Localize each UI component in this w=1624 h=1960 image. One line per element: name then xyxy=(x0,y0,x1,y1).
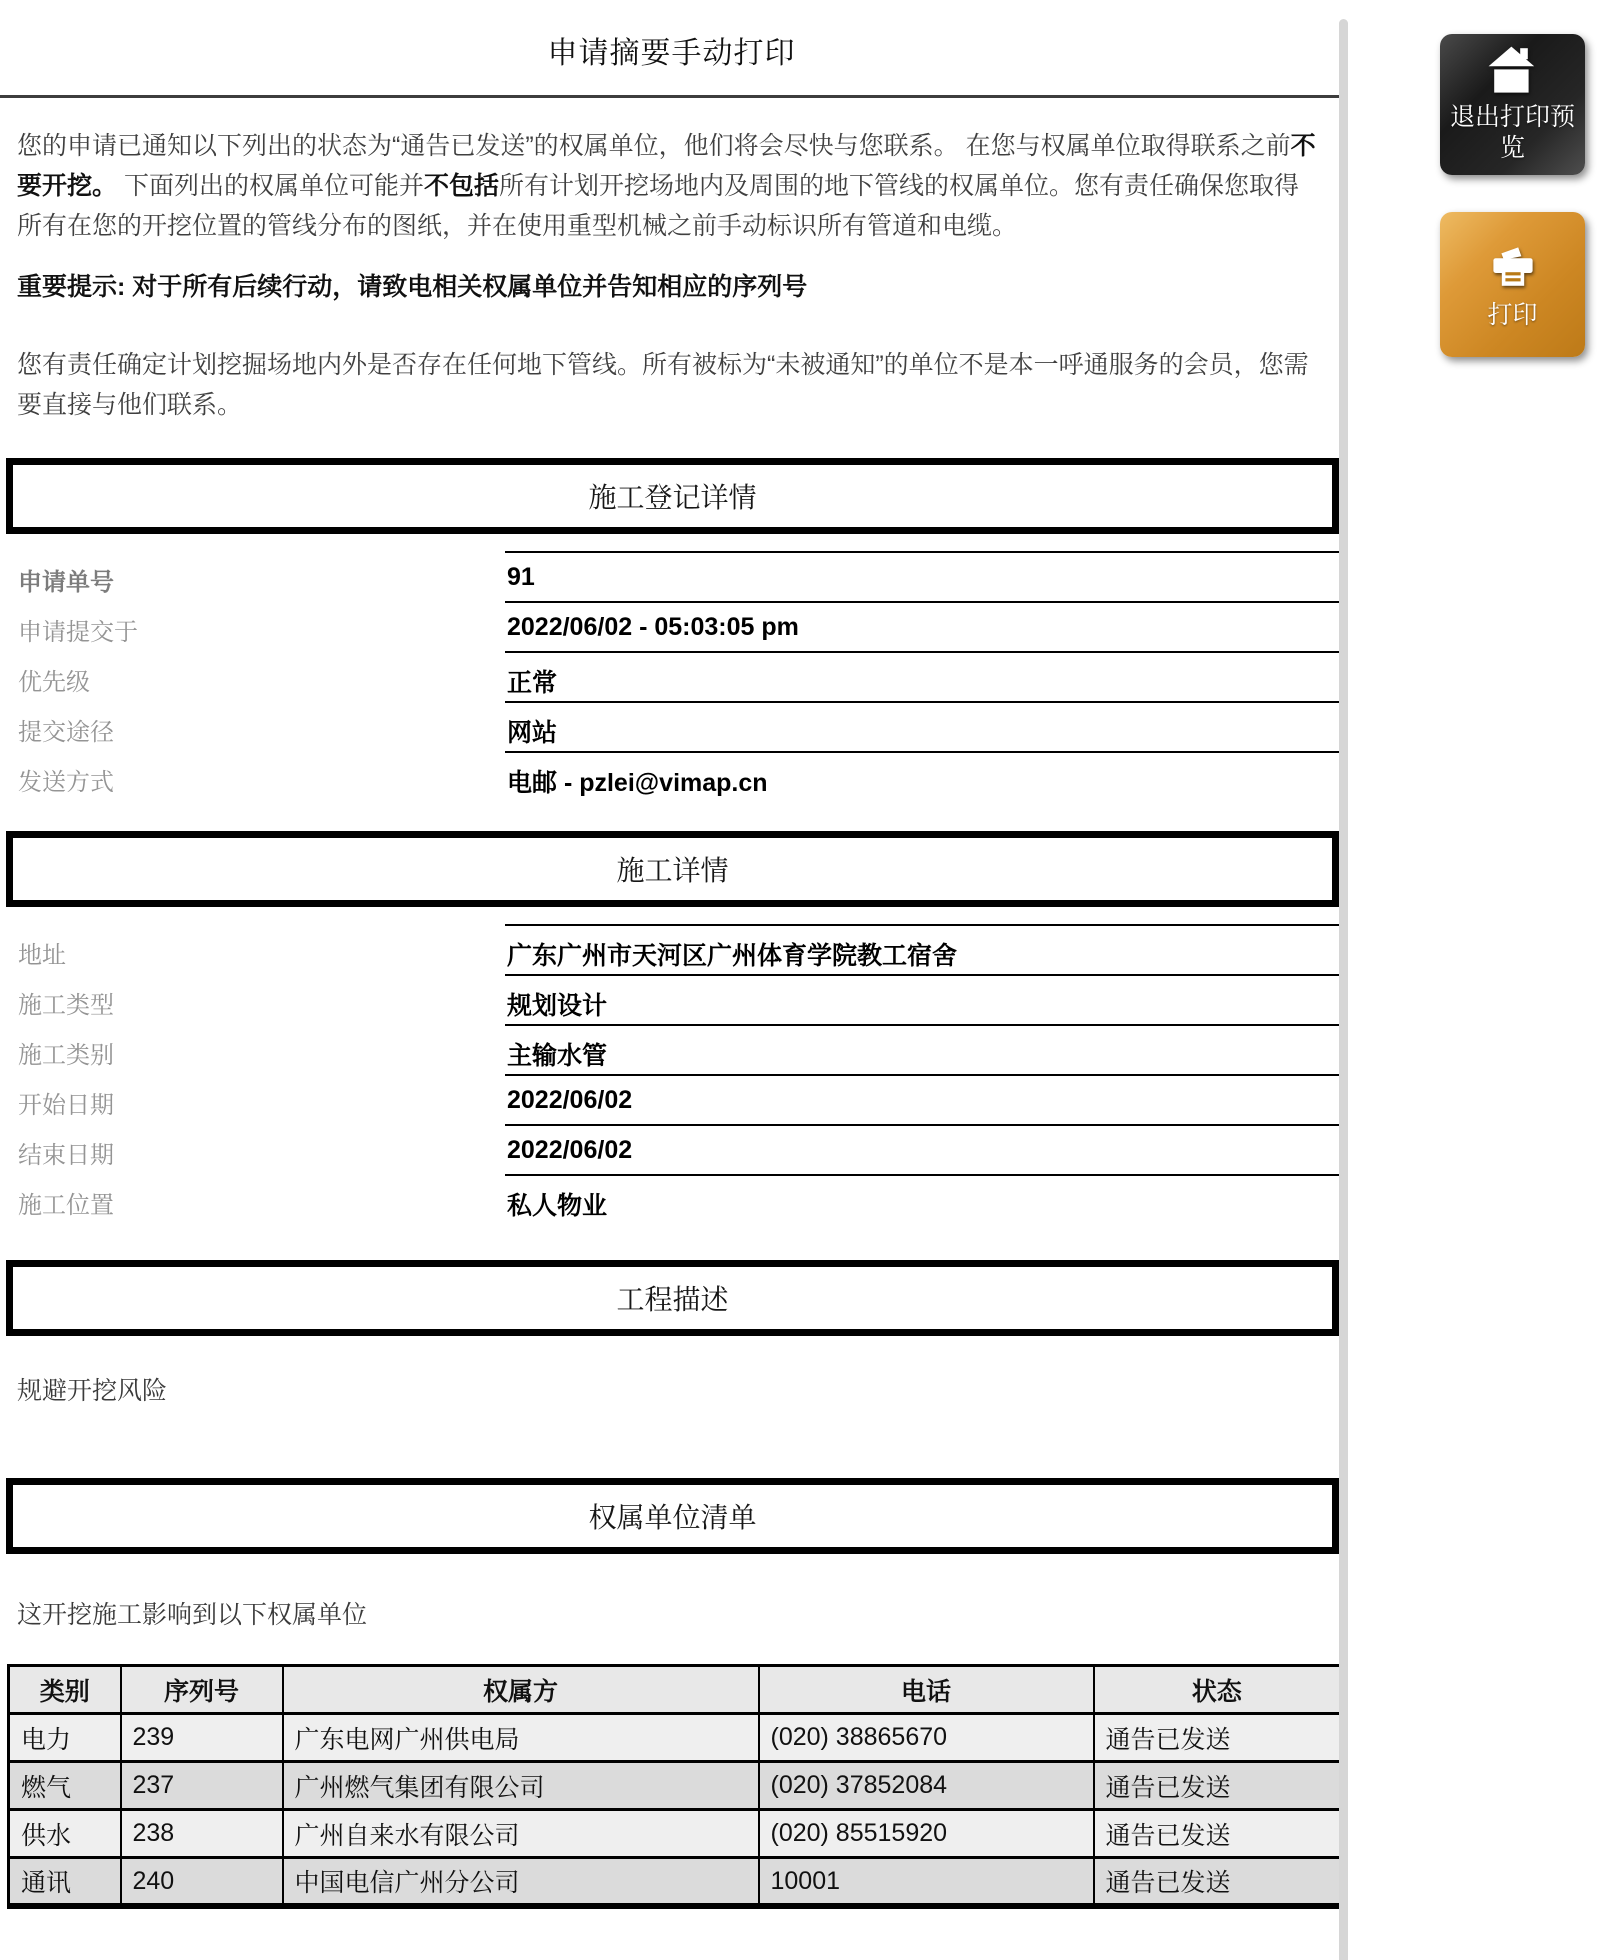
cell-serial: 239 xyxy=(121,1714,283,1762)
owners-table-header-row xyxy=(9,1666,1341,1714)
field-label: 施工类别 xyxy=(18,1042,114,1069)
field-row-submit-channel xyxy=(0,701,1339,751)
table-row-gas xyxy=(9,1762,1341,1810)
scrollbar[interactable] xyxy=(1339,19,1348,1960)
field-value: 规划设计 xyxy=(505,974,1339,1024)
intro-paragraph-4: 您有责任确定计划挖掘场地内外是否存在任何地下管线。所有被标为“未被通知”的单位不是本一呼通服务的会员，您需要直接与他们联系。 xyxy=(17,351,1309,419)
field-label: 申请提交于 xyxy=(18,619,138,646)
field-row-end-date xyxy=(0,1124,1339,1174)
intro-block xyxy=(17,126,1323,425)
field-row-start-date xyxy=(0,1074,1339,1124)
cell-serial: 238 xyxy=(121,1810,283,1858)
cell-serial: 240 xyxy=(121,1858,283,1907)
field-value: 2022/06/02 xyxy=(505,1124,1339,1174)
table-row-telecom xyxy=(9,1858,1341,1907)
status-badge: 通告已发送 xyxy=(1094,1714,1341,1762)
cell-phone: 10001 xyxy=(759,1858,1094,1907)
column-header-serial: 序列号 xyxy=(121,1666,283,1714)
field-value: 91 xyxy=(505,551,1339,601)
field-label: 提交途径 xyxy=(18,719,114,746)
cell-category: 供水 xyxy=(9,1810,121,1858)
exit-print-preview-button[interactable] xyxy=(1440,34,1585,175)
field-value: 2022/06/02 xyxy=(505,1074,1339,1124)
owners-note-text: 这开挖施工影响到以下权属单位 xyxy=(17,1601,368,1629)
section-header-owners: 权属单位清单 xyxy=(6,1478,1339,1554)
cell-category: 燃气 xyxy=(9,1762,121,1810)
cell-category: 电力 xyxy=(9,1714,121,1762)
section-header-construction: 施工详情 xyxy=(6,831,1339,907)
status-badge: 通告已发送 xyxy=(1094,1762,1341,1810)
field-row-priority xyxy=(0,651,1339,701)
field-label: 结束日期 xyxy=(18,1142,114,1169)
intro-p2-post: 所有计划开挖场地内及周围的地下管线的权属单位。您有责任确保您取得所有在您的开挖位置的管线分布的图纸，并在使用重型机械之前手动标识所有管道和电缆。 xyxy=(17,172,1300,240)
field-label: 优先级 xyxy=(18,669,90,696)
intro-p2-bold: 不包括 xyxy=(423,172,499,200)
column-header-phone: 电话 xyxy=(759,1666,1094,1714)
field-label: 地址 xyxy=(18,942,66,969)
cell-phone: (020) 37852084 xyxy=(759,1762,1094,1810)
intro-p2-pre: 下面列出的权属单位可能并 xyxy=(123,172,424,200)
field-row-construction-type xyxy=(0,974,1339,1024)
construction-fields xyxy=(0,924,1339,1224)
print-button-label: 打印 xyxy=(1487,300,1538,329)
field-label: 发送方式 xyxy=(18,769,114,796)
intro-p1-bold: 不要开挖。 xyxy=(17,132,1316,200)
section-header-registration: 施工登记详情 xyxy=(6,458,1339,534)
page-title: 申请摘要手动打印 xyxy=(547,37,796,70)
status-badge: 通告已发送 xyxy=(1094,1858,1341,1907)
field-value: 私人物业 xyxy=(505,1174,1339,1224)
cell-owner: 广州自来水有限公司 xyxy=(283,1810,759,1858)
cell-category: 通讯 xyxy=(9,1858,121,1907)
project-description-text: 规避开挖风险 xyxy=(17,1377,168,1405)
field-row-send-method xyxy=(0,751,1339,801)
field-row-construction-location xyxy=(0,1174,1339,1224)
home-icon xyxy=(1485,45,1541,97)
field-label: 申请单号 xyxy=(18,569,114,596)
intro-paragraph-2 xyxy=(17,172,1299,240)
field-value: 主输水管 xyxy=(505,1024,1339,1074)
print-button[interactable] xyxy=(1440,212,1585,357)
field-row-address xyxy=(0,924,1339,974)
table-row-water xyxy=(9,1810,1341,1858)
field-label: 施工位置 xyxy=(18,1192,114,1219)
section-header-description: 工程描述 xyxy=(6,1260,1339,1336)
cell-phone: (020) 38865670 xyxy=(759,1714,1094,1762)
printer-icon xyxy=(1485,239,1541,295)
owners-table xyxy=(7,1664,1342,1909)
cell-serial: 237 xyxy=(121,1762,283,1810)
field-label: 开始日期 xyxy=(18,1092,114,1119)
field-value: 电邮 - pzlei@vimap.cn xyxy=(505,751,1339,801)
field-row-application-number xyxy=(0,551,1339,601)
field-value: 网站 xyxy=(505,701,1339,751)
cell-owner: 中国电信广州分公司 xyxy=(283,1858,759,1907)
column-header-status: 状态 xyxy=(1094,1666,1341,1714)
cell-phone: (020) 85515920 xyxy=(759,1810,1094,1858)
field-row-construction-category xyxy=(0,1024,1339,1074)
exit-button-label: 退出打印预览 xyxy=(1449,103,1575,162)
intro-p1-text: 您的申请已通知以下列出的状态为“通告已发送”的权属单位，他们将会尽快与您联系。 在您与权属单位取得联系之前 xyxy=(17,132,1291,160)
field-label: 施工类型 xyxy=(18,992,114,1019)
field-value: 2022/06/02 - 05:03:05 pm xyxy=(505,601,1339,651)
column-header-category: 类别 xyxy=(9,1666,121,1714)
field-value: 广东广州市天河区广州体育学院教工宿舍 xyxy=(505,924,1339,974)
column-header-owner: 权属方 xyxy=(283,1666,759,1714)
field-value: 正常 xyxy=(505,651,1339,701)
field-row-submitted-at xyxy=(0,601,1339,651)
cell-owner: 广东电网广州供电局 xyxy=(283,1714,759,1762)
important-notice: 重要提示: 对于所有后续行动，请致电相关权属单位并告知相应的序列号 xyxy=(17,273,808,301)
cell-owner: 广州燃气集团有限公司 xyxy=(283,1762,759,1810)
registration-fields xyxy=(0,551,1339,801)
title-divider xyxy=(0,95,1339,98)
table-row-electric xyxy=(9,1714,1341,1762)
status-badge: 通告已发送 xyxy=(1094,1810,1341,1858)
